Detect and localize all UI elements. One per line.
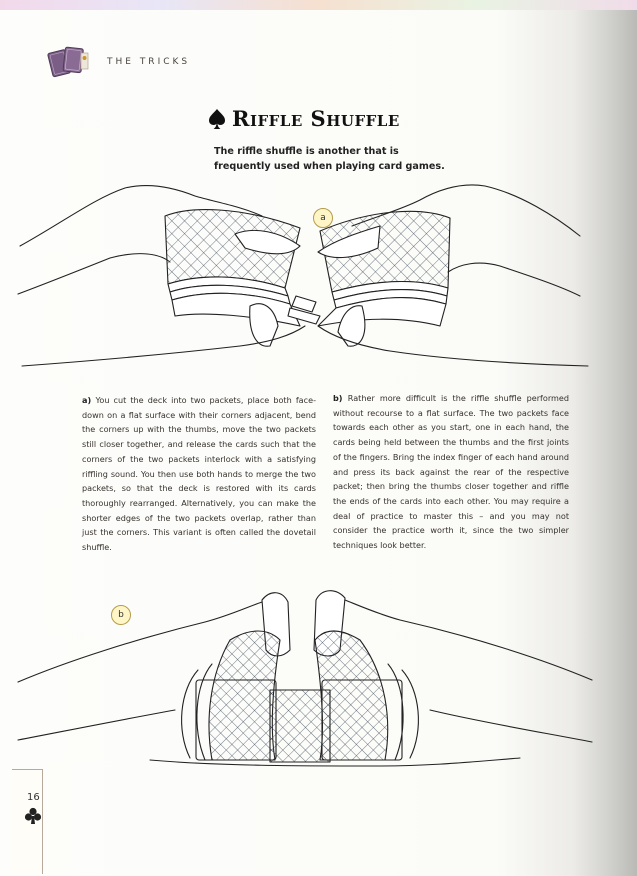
lead-paragraph: The riffle shuffle is another that is frequently used when playing card games.	[214, 146, 445, 172]
spade-icon	[208, 108, 226, 130]
column-left	[82, 393, 316, 555]
illustration-label-a: a	[313, 208, 333, 228]
illustration-b-riffle-in-hands	[0, 580, 600, 780]
column-right-marker: b)	[333, 393, 348, 403]
column-left-marker: a)	[82, 395, 96, 405]
column-right-text: Rather more difficult is the riffle shuffle performed without recourse to a flat surface. The two packets face towards each other as you start, one in each hand, the cards being held between the thumbs and the first joints of the fingers. Bring the index finger of each hand around and press its back against the rear of the respective packet; then bring the thumbs closer together and riffle the ends of the cards into each other. You may require a deal of practice to master this – and you may not consider the practice worth it, since the two simpler techniques look better.	[333, 393, 570, 551]
column-left-text: You cut the deck into two packets, place both face-down on a flat surface with their corners adjacent, bend the corners up with the thumbs, move the two packets still closer together, and release the cards such that the corners of the two packets interlock with a satisfying riffling sound. You then use both hands to merge the two packets, so that the deck is restored with its cards thoroughly rearranged. Alternatively, you can make the shorter edges of the two packets overlap, rather than just the corners. This variant is often called the dovetail shuffle.	[82, 395, 316, 553]
page-title: Riffle Shuffle	[232, 106, 400, 131]
playing-cards-icon	[44, 44, 90, 78]
scan-edge-strip	[0, 0, 637, 10]
illustration-label-b: b	[111, 605, 131, 625]
club-icon	[23, 806, 43, 826]
running-head: THE TRICKS	[107, 57, 191, 67]
illustration-a-riffle-on-table	[0, 176, 600, 396]
column-right	[333, 391, 569, 553]
page-number: 16	[27, 792, 40, 803]
title-block	[208, 106, 400, 131]
